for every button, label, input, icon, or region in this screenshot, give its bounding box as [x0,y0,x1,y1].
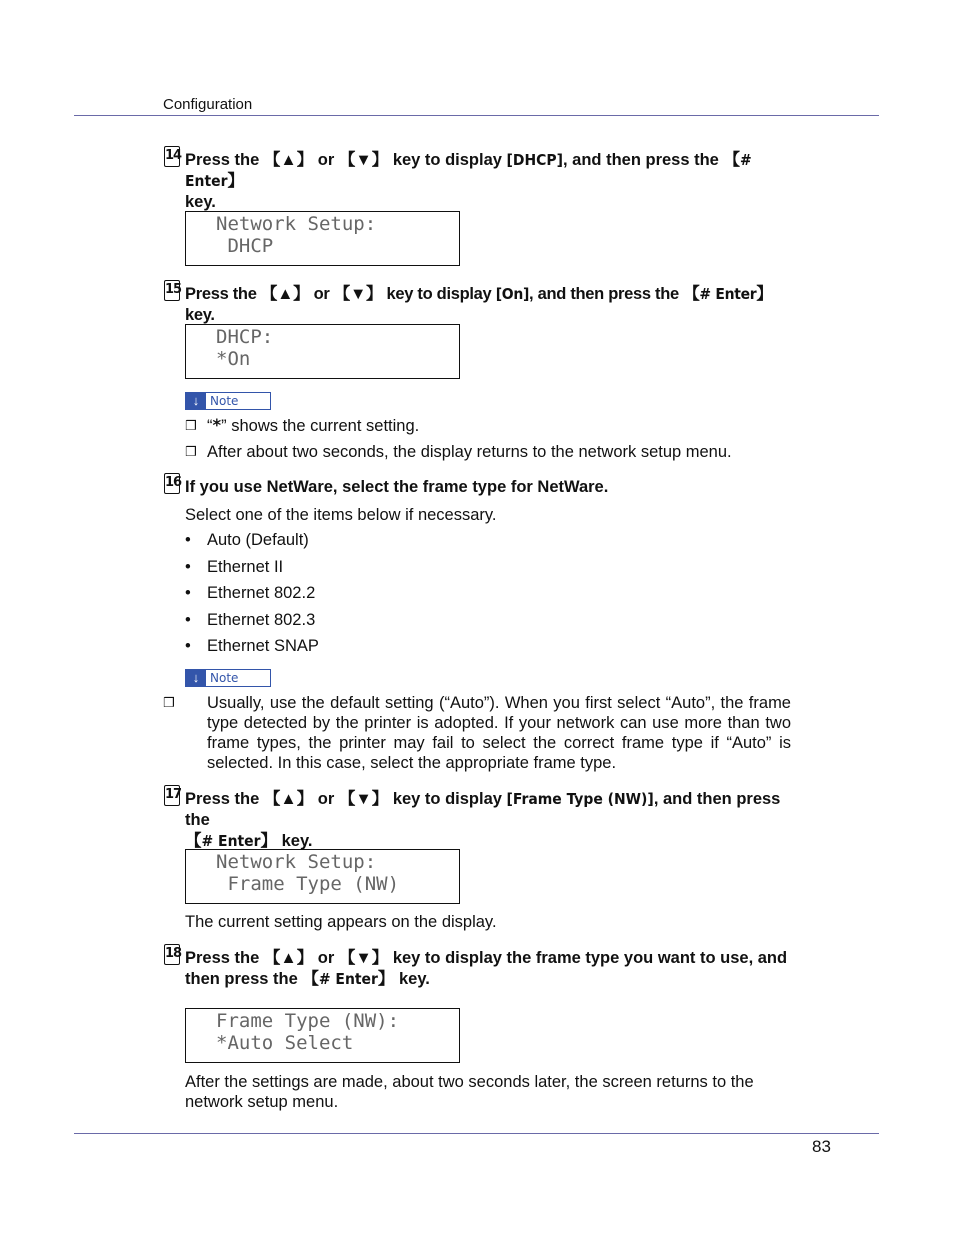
down-arrow-key: ▼ [349,285,367,303]
enter-key: # Enter [201,832,261,850]
note-item: ❒ Usually, use the default setting (“Auto”). When you first select “Auto”, the frame type detected by the printer is adopted. If your network can use more than two frame types, the printer may fail to select the correct frame type if “Auto” is selected. In this case, select the appropriate frame type. [163,694,791,772]
asterisk-symbol: * [212,416,222,435]
display-keyword: [DHCP] [506,151,563,169]
lcd-display: Network Setup: DHCP [185,211,460,266]
note-badge: ↓ Note [185,392,271,410]
note-item: ❒ “*” shows the current setting. [185,416,420,435]
lcd-display: DHCP: *On [185,324,460,379]
step-instruction: Press the 【▲】 or 【▼】 key to display [DHCP], and then press the 【# Enter】 key. [185,151,752,211]
step-instruction: Press the 【▲】 or 【▼】 key to display [On], and then press the 【# Enter】 key. [185,285,773,324]
up-arrow-key: ▲ [277,285,294,303]
step-number: 17 [164,785,180,806]
down-arrow-key: ▼ [355,790,372,808]
enter-key: # Enter [699,285,757,303]
header-rule [74,115,879,116]
list-item: • Ethernet SNAP [185,637,319,655]
list-item: • Ethernet 802.3 [185,611,316,629]
down-arrow-key: ▼ [355,949,372,967]
up-arrow-key: ▲ [280,949,297,967]
step-instruction: If you use NetWare, select the frame type for NetWare. [185,478,609,496]
list-item: • Auto (Default) [185,531,309,549]
step-number: 18 [164,944,180,965]
lcd-display: Network Setup: Frame Type (NW) [185,849,460,904]
body-text: Select one of the items below if necessary. [185,506,497,524]
step-number: 16 [164,473,180,494]
step-number: 15 [164,280,180,301]
down-arrow-icon: ↓ [186,393,206,409]
step-instruction: Press the 【▲】 or 【▼】 key to display [Frame Type (NW)], and then press the 【# Enter】 key. [185,790,781,850]
footer-rule [74,1133,879,1134]
lcd-display: Frame Type (NW): *Auto Select [185,1008,460,1063]
checkbox-bullet-icon: ❒ [185,418,197,433]
list-item: • Ethernet 802.2 [185,584,316,602]
body-text: After the settings are made, about two seconds later, the screen returns to the network setup menu. [185,1073,754,1111]
up-arrow-key: ▲ [280,790,297,808]
step-instruction: Press the 【▲】 or 【▼】 key to display the frame type you want to use, and then press the 【# Enter】 key. [185,949,788,988]
note-item: ❒ After about two seconds, the display returns to the network setup menu. [185,443,732,461]
checkbox-bullet-icon: ❒ [185,444,197,459]
display-keyword: [On] [495,285,530,303]
checkbox-bullet-icon: ❒ [163,695,175,710]
page-number: 83 [812,1137,831,1156]
up-arrow-key: ▲ [280,151,297,169]
down-arrow-key: ▼ [355,151,372,169]
note-badge: ↓ Note [185,669,271,687]
enter-key: # Enter [318,970,378,988]
body-text: The current setting appears on the display. [185,913,497,931]
enter-key: # Enter [185,151,752,190]
list-item: • Ethernet II [185,558,284,576]
display-keyword: [Frame Type (NW)] [506,790,654,808]
running-header: Configuration [163,96,253,113]
down-arrow-icon: ↓ [186,670,206,686]
step-number: 14 [164,146,180,167]
